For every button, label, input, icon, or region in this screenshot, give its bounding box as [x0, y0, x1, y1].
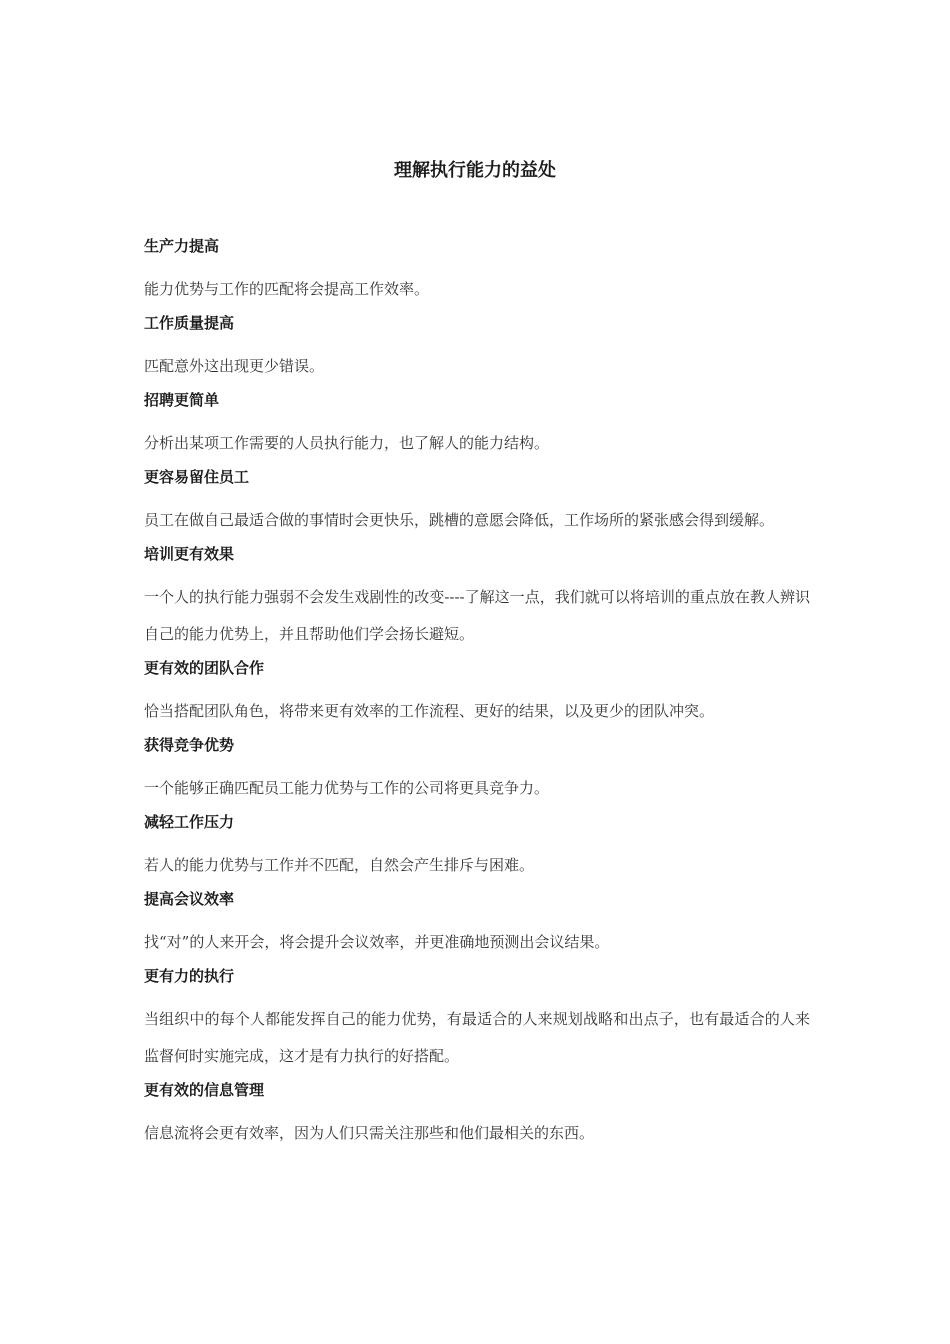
section-heading: 培训更有效果	[144, 545, 235, 563]
section-heading: 更有力的执行	[144, 967, 235, 985]
section-competitive-advantage	[144, 732, 810, 807]
page-title: 理解执行能力的益处	[394, 160, 556, 181]
section-heading: 更有效的团队合作	[144, 659, 265, 677]
section-paragraph: 当组织中的每个人都能发挥自己的能力优势，有最适合的人来规划战略和出点子，也有最适合的人来监督何时实施完成，这才是有力执行的好搭配。	[144, 1010, 810, 1065]
section-paragraph: 分析出某项工作需要的人员执行能力，也了解人的能力结构。	[144, 434, 550, 452]
section-paragraph: 匹配意外这出现更少错误。	[144, 357, 325, 375]
section-heading: 更容易留住员工	[144, 468, 250, 486]
document-body	[144, 233, 810, 1154]
section-paragraph: 能力优势与工作的匹配将会提高工作效率。	[144, 280, 430, 298]
section-heading: 工作质量提高	[144, 314, 235, 332]
section-meeting-efficiency	[144, 886, 810, 961]
section-execution	[144, 963, 810, 1075]
section-paragraph: 员工在做自己最适合做的事情时会更快乐，跳槽的意愿会降低，工作场所的紧张感会得到缓解。	[144, 511, 775, 529]
section-heading: 减轻工作压力	[144, 813, 235, 831]
section-paragraph: 一个能够正确匹配员工能力优势与工作的公司将更具竞争力。	[144, 779, 550, 797]
section-heading: 获得竞争优势	[144, 736, 235, 754]
section-information-management	[144, 1077, 810, 1152]
section-heading: 更有效的信息管理	[144, 1081, 265, 1099]
section-productivity	[144, 233, 810, 308]
section-paragraph: 找“对”的人来开会，将会提升会议效率，并更准确地预测出会议结果。	[144, 933, 610, 951]
section-stress-reduction	[144, 809, 810, 884]
section-teamwork	[144, 655, 810, 730]
section-heading: 生产力提高	[144, 237, 220, 255]
section-recruiting	[144, 387, 810, 462]
section-heading: 提高会议效率	[144, 890, 235, 908]
section-paragraph: 一个人的执行能力强弱不会发生戏剧性的改变----了解这一点，我们就可以将培训的重点放在教人辨识自己的能力优势上，并且帮助他们学会扬长避短。	[144, 588, 810, 643]
section-work-quality	[144, 310, 810, 385]
section-training	[144, 541, 810, 653]
section-paragraph: 若人的能力优势与工作并不匹配，自然会产生排斥与困难。	[144, 856, 535, 874]
section-retention	[144, 464, 810, 539]
section-paragraph: 信息流将会更有效率，因为人们只需关注那些和他们最相关的东西。	[144, 1124, 595, 1142]
section-paragraph: 恰当搭配团队角色，将带来更有效率的工作流程、更好的结果，以及更少的团队冲突。	[144, 702, 715, 720]
section-heading: 招聘更简单	[144, 391, 220, 409]
